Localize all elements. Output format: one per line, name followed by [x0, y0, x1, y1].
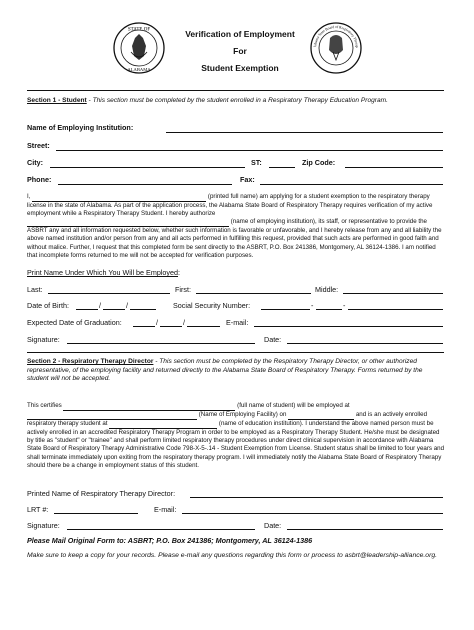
employment-start-date-input[interactable]: [288, 411, 354, 420]
mail-instructions: Please Mail Original Form to: ASBRT; P.O. Box 241386; Montgomery, AL 36124-1386: [27, 536, 313, 545]
director-name-label: Printed Name of Respiratory Therapy Director:: [27, 489, 176, 498]
student-date-label: Date:: [264, 335, 282, 344]
section2-heading: Section 2 - Respiratory Therapy Director: [27, 358, 154, 365]
dob-year-input[interactable]: [130, 309, 156, 310]
ssn-part3-input[interactable]: [348, 309, 443, 310]
copy-instructions: Make sure to keep a copy for your records. Please e-mail any questions regarding this form or process to asbrt@leadership-alliance.org.: [27, 552, 438, 559]
phone-input[interactable]: [58, 184, 232, 185]
first-name-input[interactable]: [196, 293, 311, 294]
middle-name-input[interactable]: [343, 293, 443, 294]
student-full-name-input[interactable]: [32, 193, 206, 202]
dob-separator-2: /: [126, 301, 128, 310]
street-input[interactable]: [56, 150, 443, 151]
employer-input[interactable]: [166, 132, 443, 133]
director-signature-label: Signature:: [27, 521, 60, 530]
dob-separator-1: /: [99, 301, 101, 310]
zip-label: Zip Code:: [302, 158, 336, 167]
street-label: Street:: [27, 141, 50, 150]
zip-input[interactable]: [345, 167, 443, 168]
director-signature-input[interactable]: [67, 529, 255, 530]
director-email-input[interactable]: [182, 513, 443, 514]
seal-left-top-text: STATE OF: [127, 27, 151, 33]
print-name-heading: Print Name Under Which You Will be Employed:: [27, 268, 181, 277]
state-input[interactable]: [269, 167, 295, 168]
grad-month-input[interactable]: [133, 326, 155, 327]
fax-label: Fax:: [240, 175, 255, 184]
section1-authorization-paragraph: I, (printed full name) am applying for a student exemption to the respiratory therapy license in the state of Alabama. As part of the application process, the Alabama State Board of Respiratory Therapy requires verification of my active employment while a Respiratory Therapy Student. I hereby authorize (name of employing institution), its staff, or representative to provide the ASBRT any and all information requested below, whether such information is favorable or unfavorable, and I hereby release from any and all liability the above named institution and/or person from any and all acts performed in fulfilling this request, provided that such acts are performed in good faith and without malice. Further, I request that this completed form be sent directly to the ASBRT, P.O. Box 241386, Montgomery, AL 36124-1386. I am notified that incomplete forms returned to me will not be accepted for verification purposes.: [27, 193, 442, 259]
section-divider: [27, 352, 444, 353]
grad-separator-2: /: [183, 318, 185, 327]
employer-label: Name of Employing Institution:: [27, 123, 134, 132]
dob-month-input[interactable]: [76, 309, 98, 310]
last-label: Last:: [27, 285, 43, 294]
ssn-part1-input[interactable]: [261, 309, 310, 310]
ssn-part2-input[interactable]: [316, 309, 342, 310]
director-name-input[interactable]: [190, 497, 443, 498]
form-title: Verification of Employment: [185, 29, 295, 39]
city-label: City:: [27, 158, 43, 167]
lrt-label: LRT #:: [27, 505, 49, 514]
fax-input[interactable]: [260, 184, 443, 185]
form-title-for: For: [233, 46, 247, 56]
dob-day-input[interactable]: [103, 309, 125, 310]
director-date-input[interactable]: [287, 529, 443, 530]
student-email-input[interactable]: [254, 326, 443, 327]
graduation-label: Expected Date of Graduation:: [27, 318, 122, 327]
section2-header: [27, 358, 445, 384]
middle-label: Middle:: [315, 285, 339, 294]
grad-year-input[interactable]: [187, 326, 220, 327]
first-label: First:: [175, 285, 191, 294]
student-signature-label: Signature:: [27, 335, 60, 344]
form-subtitle: Student Exemption: [201, 63, 279, 73]
phone-label: Phone:: [27, 175, 52, 184]
certified-student-name-input[interactable]: [63, 402, 235, 411]
header-divider: [27, 90, 444, 91]
director-date-label: Date:: [264, 521, 282, 530]
dob-label: Date of Birth:: [27, 301, 69, 310]
ssn-dash-2: -: [343, 301, 346, 310]
ssn-dash-1: -: [311, 301, 314, 310]
state-label: ST:: [251, 158, 262, 167]
student-date-input[interactable]: [287, 343, 443, 344]
section1-intro: - This section must be completed by the student enrolled in a Respiratory Therapy Education Program.: [86, 97, 388, 104]
seal-left-bottom-text: ALABAMA: [127, 67, 151, 72]
student-email-label: E-mail:: [226, 318, 249, 327]
student-signature-input[interactable]: [67, 343, 255, 344]
grad-separator-1: /: [156, 318, 158, 327]
section2-certification-paragraph: This certifies (full name of student) will be employed at (Name of Employing Facility) on and is an actively enrolled respiratory therapy student at (name of education institution). I understand the above named person must be actively enrolled in an accredited Respiratory Therapy Program in order to be employed as a Respiratory Therapy Student. He/she must be designated by title as "student" or "trainee" and shall perform limited respiratory therapy procedures under direct clinical supervision in accordance with Alabama State Board of Respiratory Therapy Administrative Code 798-X-5-.14 - Student Exemption from License. Student status shall be limited to four years and shall terminate immediately upon exiting from the respiratory therapy program. I will immediately notify the Alabama State Board of Respiratory Therapy should there be a change in employment status of this student.: [27, 402, 445, 469]
employing-facility-input[interactable]: [27, 411, 197, 420]
city-input[interactable]: [50, 167, 245, 168]
education-institution-input[interactable]: [109, 420, 217, 429]
last-name-input[interactable]: [48, 293, 170, 294]
section1-header: [27, 97, 445, 106]
institution-name-input[interactable]: [27, 218, 229, 227]
grad-day-input[interactable]: [160, 326, 182, 327]
lrt-number-input[interactable]: [54, 513, 138, 514]
director-email-label: E-mail:: [154, 505, 177, 514]
section2-intro: - This section must be completed by the Respiratory Therapy Director, or other authorized representative, of the employing facility and returned directly to the Alabama State Board of Respiratory Therapy. Forms returned by the student will not be accepted.: [27, 358, 423, 383]
section1-heading: Section 1 - Student: [27, 97, 87, 104]
ssn-label: Social Security Number:: [173, 301, 251, 310]
seal-right-text: labama State Board of Respiratory Therap: [313, 24, 360, 48]
